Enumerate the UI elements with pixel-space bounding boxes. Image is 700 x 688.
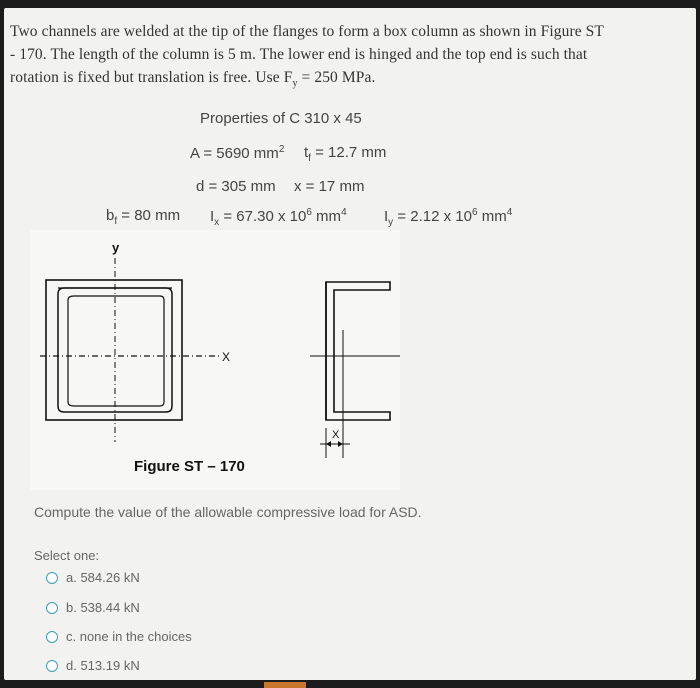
box-inner-edge [68,296,164,406]
property-bf: $b_f = 80$ mm [106,207,181,227]
radio-button-icon[interactable] [46,631,58,643]
question-text: Compute the value of the allowable compressive load for ASD. [34,504,422,520]
dim-arrow-left [326,441,331,447]
option-a[interactable] [46,570,140,585]
box-column-figure [30,230,400,490]
option-c[interactable] [46,629,192,644]
problem-line-2: - 170. The length of the column is 5 m. The lower end is hinged and the top end is such that [10,46,588,63]
dim-arrow-right [338,441,343,447]
channel-section [326,282,390,420]
problem-line-3: rotation is fixed but translation is free. Use $F_y = 250$ MPa. [10,69,376,90]
outer-outline [46,280,182,420]
box-column-diagram [30,230,400,490]
y-axis-label: y [112,240,120,255]
property-x: x = 17 mm [294,178,365,195]
x-dimension-label: X [332,429,340,441]
property-tf: $t_f = 12.7$ mm [304,144,387,164]
property-iy: $I_y = 2.12$ x $10^6$ $mm^4$ [384,207,513,228]
option-c-label: c. none in the choices [66,629,192,644]
properties-title: Properties of C 310 x 45 [200,110,362,127]
property-d: d = 305 mm [196,178,276,195]
problem-statement [10,20,690,95]
select-one-label: Select one: [34,548,100,563]
option-b[interactable] [46,600,140,615]
problem-line-1: Two channels are welded at the tip of the flanges to form a box column as shown in Figure ST [10,23,604,40]
accent-bar [264,682,306,688]
figure-caption: Figure ST – 170 [134,458,245,475]
question-page [4,8,696,680]
option-a-label: a. 584.26 kN [66,570,140,585]
option-d[interactable] [46,658,140,673]
radio-button-icon[interactable] [46,660,58,672]
x-axis-label: X [222,350,231,364]
radio-button-icon[interactable] [46,572,58,584]
option-d-label: d. 513.19 kN [66,658,140,673]
property-area: A = 5690 $mm^2$ [190,144,285,162]
property-ix: $I_x = 67.30$ x $10^6$ $mm^4$ [210,207,347,228]
radio-button-icon[interactable] [46,602,58,614]
option-b-label: b. 538.44 kN [66,600,140,615]
